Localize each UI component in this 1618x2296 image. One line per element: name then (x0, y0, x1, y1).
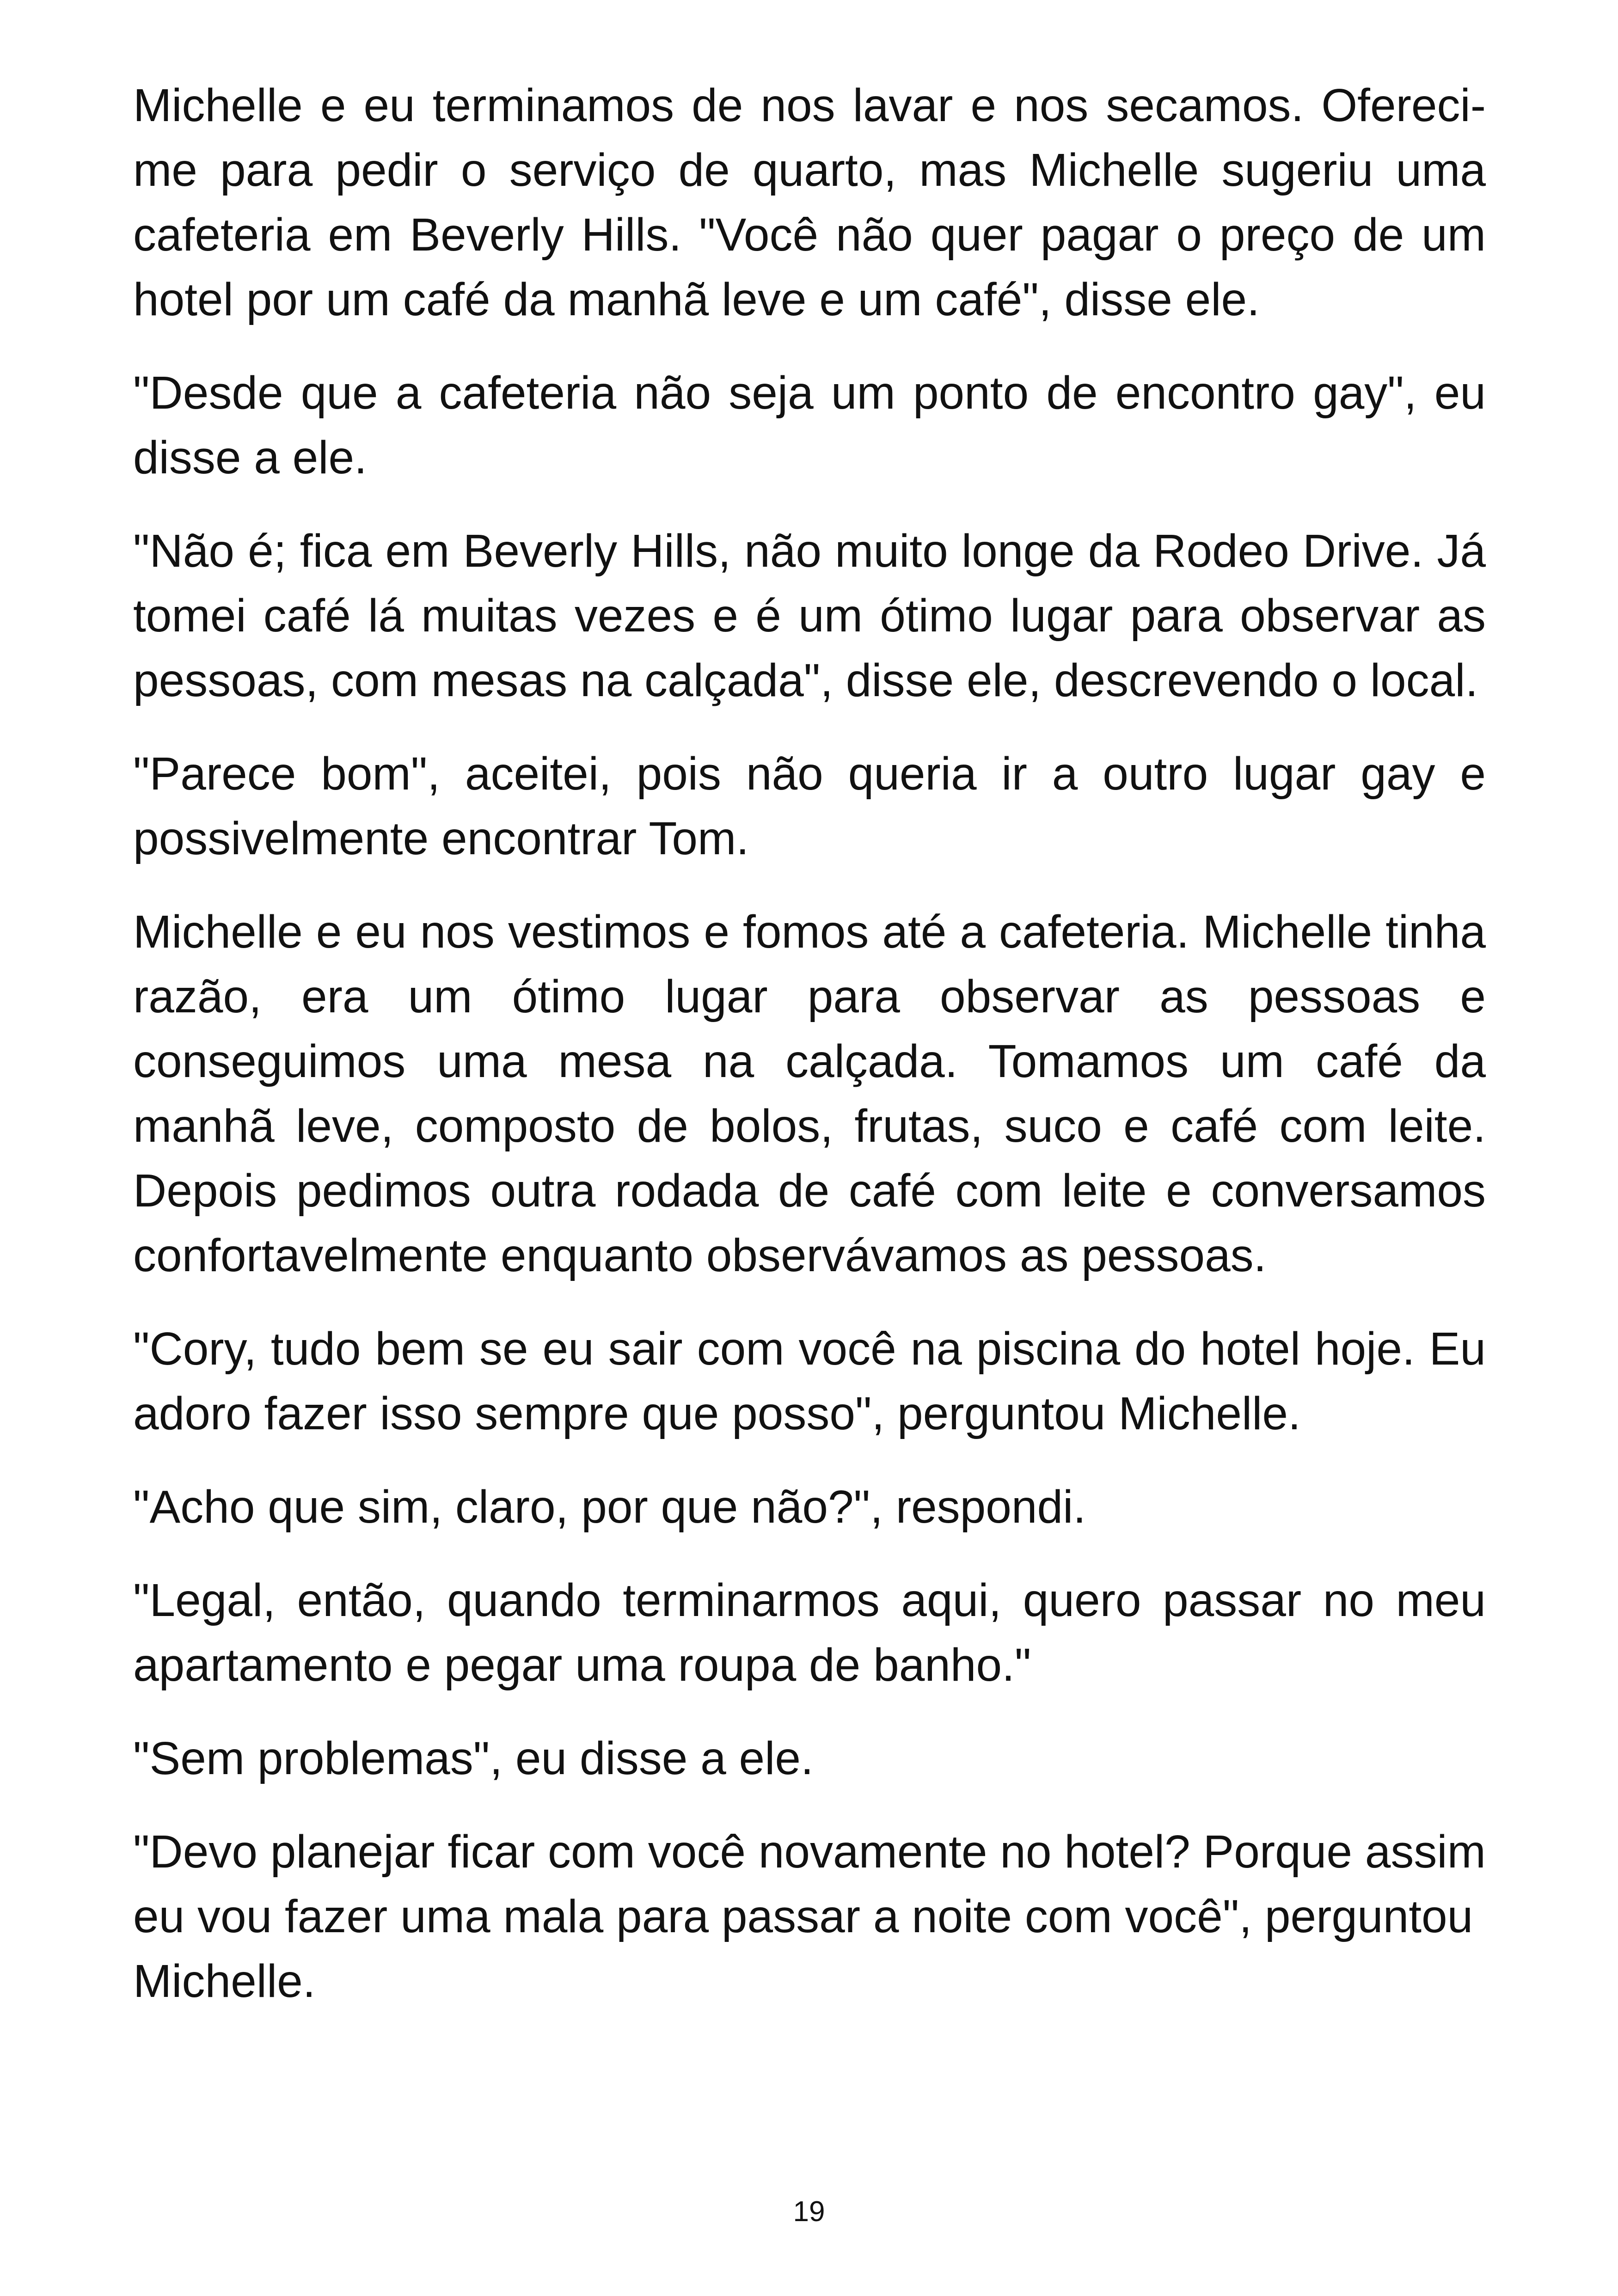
paragraph-2: "Desde que a cafeteria não seja um ponto de encontro gay", eu disse a ele. (133, 367, 1486, 484)
paragraph-8: "Legal, então, quando terminarmos aqui, quero passar no meu apartamento e pegar uma roupa de banho." (133, 1574, 1486, 1691)
paragraph-5: Michelle e eu nos vestimos e fomos até a cafeteria. Michelle tinha razão, era um ótimo lugar para observar as pessoas e conseguimos uma mesa na calçada. Tomamos um café da manhã leve, composto de bolos, frutas, suco e café com leite. Depois pedimos outra rodada de café com leite e conversamos confortavelmente enquanto observávamos as pessoas. (133, 906, 1486, 1281)
paragraph-7: "Acho que sim, claro, por que não?", respondi. (133, 1481, 1086, 1533)
body-text (133, 73, 1486, 2042)
paragraph-10: "Devo planejar ficar com você novamente no hotel? Porque assim eu vou fazer uma mala para passar a noite com você", perguntou Michelle. (133, 1826, 1486, 2007)
paragraph-1: Michelle e eu terminamos de nos lavar e nos secamos. Ofereci-me para pedir o serviço de quarto, mas Michelle sugeriu uma cafeteria em Beverly Hills. "Você não quer pagar o preço de um hotel por um café da manhã leve e um café", disse ele. (133, 80, 1486, 325)
paragraph-3: "Não é; fica em Beverly Hills, não muito longe da Rodeo Drive. Já tomei café lá muitas vezes e é um ótimo lugar para observar as pessoas, com mesas na calçada", disse ele, descrevendo o local. (133, 525, 1486, 706)
paragraph-4: "Parece bom", aceitei, pois não queria ir a outro lugar gay e possivelmente encontrar Tom. (133, 748, 1486, 864)
page-number: 19 (793, 2196, 825, 2228)
paragraph-9: "Sem problemas", eu disse a ele. (133, 1733, 814, 1784)
paragraph-6: "Cory, tudo bem se eu sair com você na piscina do hotel hoje. Eu adoro fazer isso sempre que posso", perguntou Michelle. (133, 1323, 1486, 1439)
